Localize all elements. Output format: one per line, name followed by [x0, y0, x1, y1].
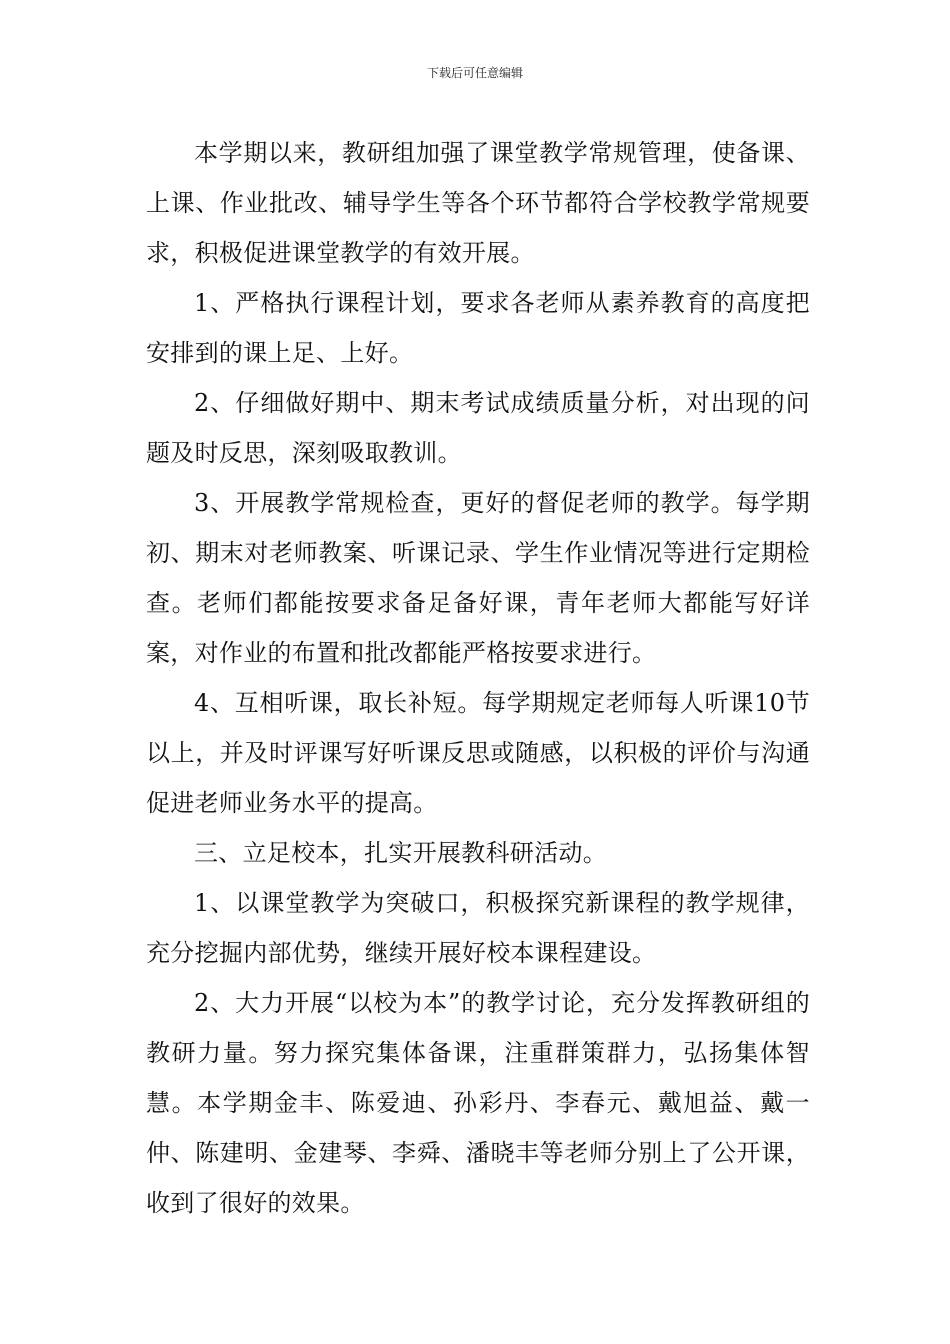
paragraph-item-3: 3、开展教学常规检查，更好的督促老师的教学。每学期初、期末对老师教案、听课记录、学生作业情况等进行定期检查。老师们都能按要求备足备好课，青年老师大都能写好详案，对作业的布置和批改都能严格按要求进行。 [146, 489, 810, 667]
paragraph-item-1: 1、严格执行课程计划，要求各老师从素养教育的高度把安排到的课上足、上好。 [146, 289, 810, 367]
page-header: 下载后可任意编辑 [426, 66, 523, 80]
paragraph-item-2: 2、仔细做好期中、期末考试成绩质量分析，对出现的问题及时反思，深刻吸取教训。 [146, 389, 810, 467]
paragraph-intro: 本学期以来，教研组加强了课堂教学常规管理，使备课、上课、作业批改、辅导学生等各个环节都符合学校教学常规要求，积极促进课堂教学的有效开展。 [146, 139, 810, 267]
document-body [146, 128, 810, 1228]
paragraph-section3-item-2: 2、大力开展“以校为本”的教学讨论，充分发挥教研组的教研力量。努力探究集体备课，注重群策群力，弘扬集体智慧。本学期金丰、陈爱迪、孙彩丹、李春元、戴旭益、戴一仲、陈建明、金建琴、李舜、潘晓丰等老师分别上了公开课，收到了很好的效果。 [146, 989, 810, 1217]
paragraph-section3-item-1: 1、以课堂教学为突破口，积极探究新课程的教学规律，充分挖掘内部优势，继续开展好校本课程建设。 [146, 889, 810, 967]
paragraph-item-4: 4、互相听课，取长补短。每学期规定老师每人听课10节以上，并及时评课写好听课反思或随感，以积极的评价与沟通促进老师业务水平的提高。 [146, 689, 810, 817]
section-heading-3: 三、立足校本，扎实开展教科研活动。 [194, 839, 608, 867]
